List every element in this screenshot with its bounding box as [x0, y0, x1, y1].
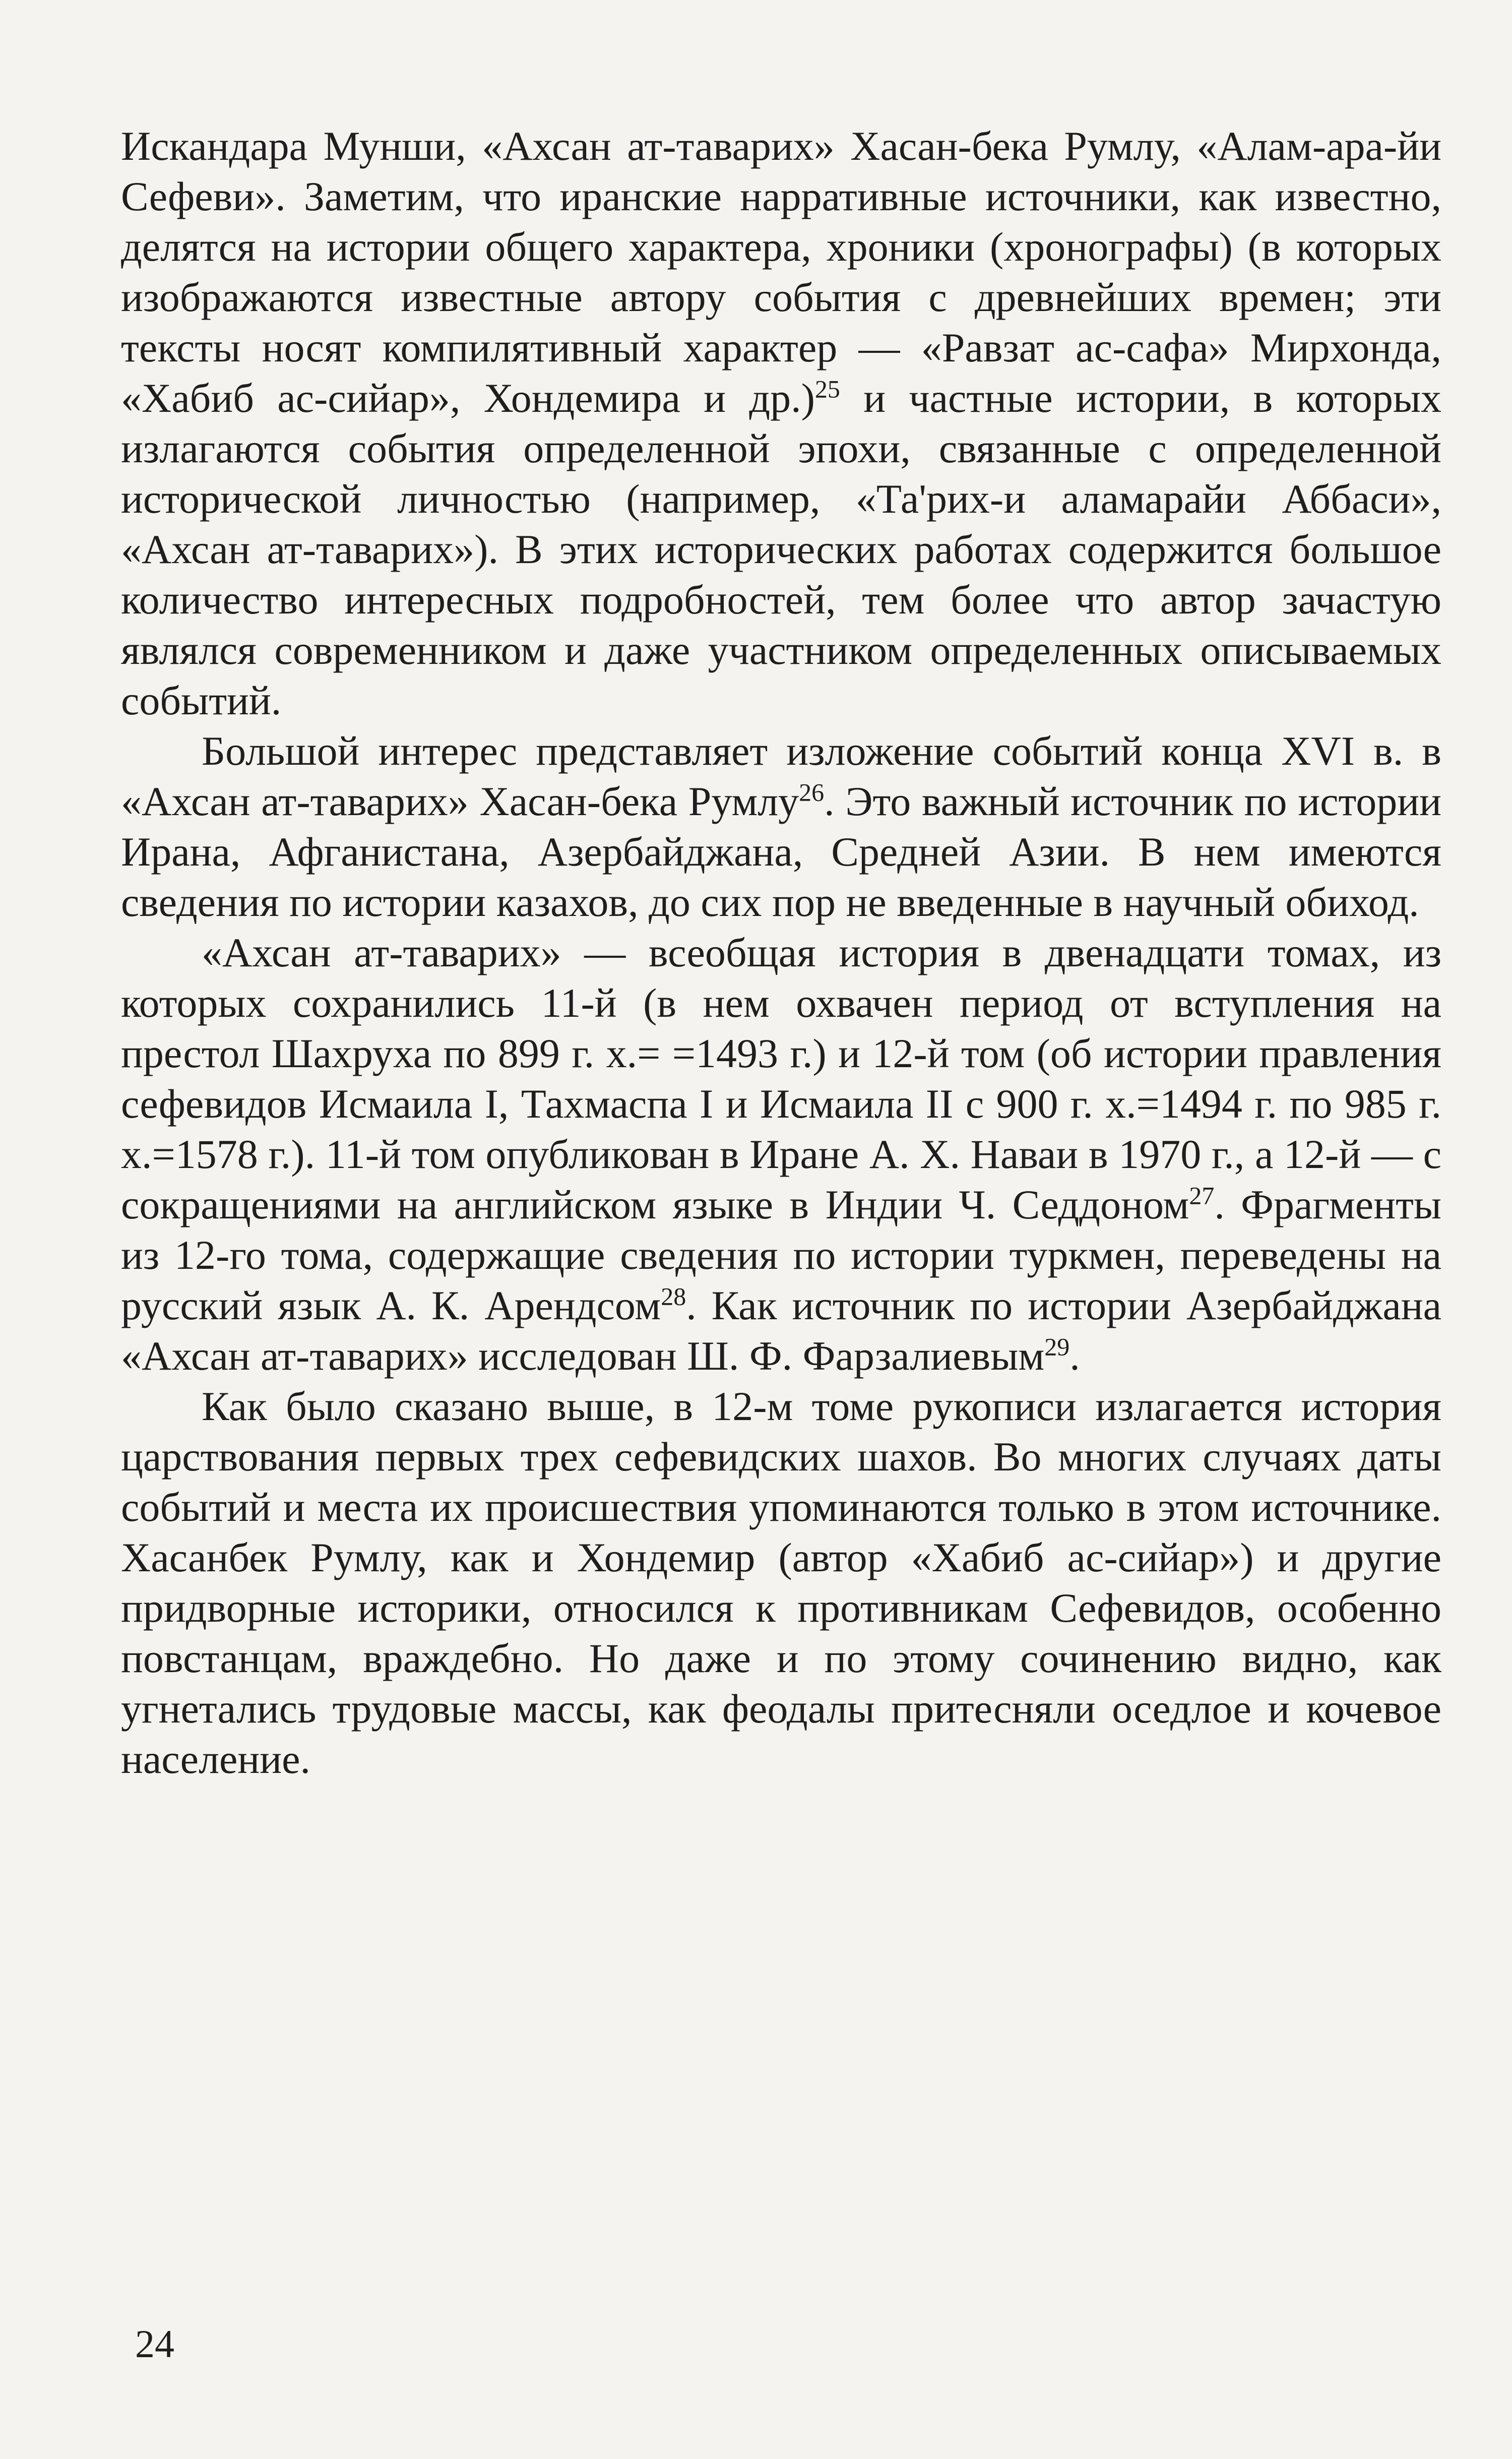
- footnote-ref: 26: [799, 778, 825, 807]
- page-number: 24: [135, 2322, 174, 2366]
- text-run: и частные истории, в которых излагаются события определенной эпохи, связанные с определенной исторической личностью (например, «Та'рих-и аламарайи Аббаси», «Ахсан ат-таварих»). В этих исторических работах содержится большое количество интересных подробностей, тем более что автор зачастую являлся современником и даже участником определенных описываемых событий.: [121, 375, 1441, 723]
- text-run: Большой интерес представляет изложение событий конца XVI в. в «Ахсан ат-таварих» Хасан-бека Румлу: [121, 728, 1441, 824]
- page-body: [121, 121, 1441, 1785]
- footnote-ref: 28: [661, 1282, 686, 1311]
- text-run: Как было сказано выше, в 12-м томе рукописи излагается история царствования первых трех сефевидских шахов. Во многих случаях даты событий и места их происшествия упоминаются только в этом источнике. Хасанбек Румлу, как и Хондемир (автор «Хабиб ас-сийар») и другие придворные историки, относился к противникам Сефевидов, особенно повстанцам, враждебно. Но даже и по этому сочинению видно, как угнетались трудовые массы, как феодалы притесняли оседлое и кочевое население.: [121, 1383, 1441, 1782]
- paragraph: [121, 928, 1441, 1381]
- text-run: .: [1069, 1333, 1080, 1379]
- paragraph: [121, 121, 1441, 726]
- text-run: . Это важный источник по истории Ирана, Афганистана, Азербайджана, Средней Азии. В нем имеются сведения по истории казахов, до сих пор не введенные в научный обиход.: [121, 778, 1441, 925]
- text-run: «Ахсан ат-таварих» — всеобщая история в двенадцати томах, из которых сохранились 11-й (в нем охвачен период от вступления на престол Шахруха по 899 г. х.= =1493 г.) и 12-й том (об истории правления сефевидов Исмаила I, Тахмаспа I и Исмаила II с 900 г. х.=1494 г. по 985 г. х.=1578 г.). 11-й том опубликован в Иране А. Х. Наваи в 1970 г., а 12-й — с сокращениями на английском языке в Индии Ч. Седдоном: [121, 930, 1441, 1227]
- footnote-ref: 25: [814, 375, 840, 403]
- paragraph: [121, 726, 1441, 928]
- text-run: . Как источник по истории Азербайджана «Ахсан ат-таварих» исследован Ш. Ф. Фарзалиевым: [121, 1282, 1441, 1379]
- footnote-ref: 27: [1189, 1181, 1215, 1210]
- paragraph: [121, 1381, 1441, 1785]
- text-run: Искандара Мунши, «Ахсан ат-таварих» Хасан-бека Румлу, «Алам-ара-йи Сефеви». Заметим, что иранские нарративные источники, как известно, делятся на истории общего характера, хроники (хронографы) (в которых изображаются известные автору события с древнейших времен; эти тексты носят компилятивный характер — «Равзат ас-сафа» Мирхонда, «Хабиб ас-сийар», Хондемира и др.): [121, 123, 1441, 421]
- text-run: . Фрагменты из 12-го тома, содержащие сведения по истории туркмен, переведены на русский язык А. К. Арендсом: [121, 1182, 1442, 1328]
- footnote-ref: 29: [1044, 1332, 1070, 1361]
